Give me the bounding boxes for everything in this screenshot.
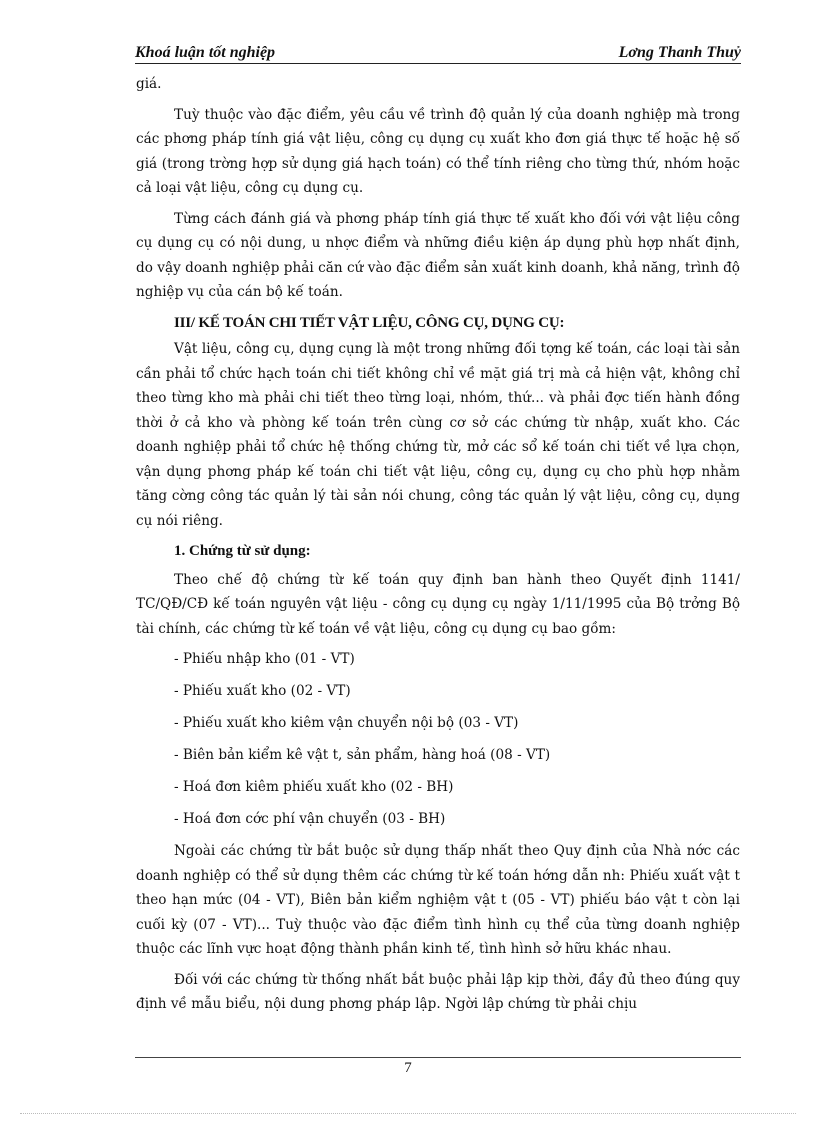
subsection-heading: 1. Chứng từ sử dụng: (174, 543, 311, 559)
page-number: 7 (404, 1060, 412, 1076)
paragraph: Từng cách đánh giá và phơng pháp tính giá thực tế xuất kho đối với vật liệu công cụ dụng cụ có nội dung, u nhợc điểm và những điều kiện áp dụng phù hợp nhất định, do vậy doanh nghiệp phải căn cứ vào đặc điểm sản xuất kinh doanh, khả năng, trình độ nghiệp vụ của cán bộ kế toán. (136, 210, 740, 300)
header-title: Khoá luận tốt nghiệp (135, 44, 276, 61)
header-author: Lơng Thanh Thuỷ (618, 44, 741, 61)
list-item: - Biên bản kiểm kê vật t, sản phẩm, hàng hoá (08 - VT) (174, 747, 551, 763)
page-header (135, 44, 741, 64)
paragraph: Tuỳ thuộc vào đặc điểm, yêu cầu về trình độ quản lý của doanh nghiệp mà trong các phơng pháp tính giá vật liệu, công cụ dụng cụ xuất kho đơn giá thực tế hoặc hệ số giá (trong trờng hợp sử dụng giá hạch toán) có thể tính riêng cho từng thứ, nhóm hoặc cả loại vật liệu, công cụ dụng cụ. (136, 106, 740, 196)
paragraph: Vật liệu, công cụ, dụng cụng là một trong những đối tợng kế toán, các loại tài sản cần phải tổ chức hạch toán chi tiết không chỉ về mặt giá trị mà cả hiện vật, không chỉ theo từng kho mà phải chi tiết theo từng loại, nhóm, thứ... và phải đợc tiến hành đồng thời ở cả kho và phòng kế toán trên cùng cơ sở các chứng từ nhập, xuất kho. Các doanh nghiệp phải tổ chức hệ thống chứng từ, mở các sổ kế toán chi tiết về lựa chọn, vận dụng phơng pháp kế toán chi tiết vật liệu, công cụ, dụng cụ cho phù hợp nhằm tăng cờng công tác quản lý tài sản nói chung, công tác quản lý vật liệu, công cụ, dụng cụ nói riêng. (136, 341, 740, 529)
paragraph: Theo chế độ chứng từ kế toán quy định ban hành theo Quyết định 1141/ TC/QĐ/CĐ kế toán nguyên vật liệu - công cụ dụng cụ ngày 1/11/1995 của Bộ trởng Bộ tài chính, các chứng từ kế toán về vật liệu, công cụ dụng cụ bao gồm: (136, 571, 740, 637)
list-item: - Phiếu nhập kho (01 - VT) (174, 651, 355, 667)
page-bottom-dotted-line (20, 1113, 796, 1114)
paragraph-continuation: giá. (136, 76, 162, 92)
paragraph: Đối với các chứng từ thống nhất bắt buộc phải lập kịp thời, đầy đủ theo đúng quy định về mẫu biểu, nội dung phơng pháp lập. Ngời lập chứng từ phải chịu (136, 971, 740, 1012)
list-item: - Phiếu xuất kho kiêm vận chuyển nội bộ (03 - VT) (174, 715, 519, 731)
section-heading: III/ KẾ TOÁN CHI TIẾT VẬT LIỆU, CÔNG CỤ, DỤNG CỤ: (174, 314, 565, 331)
document-body (136, 72, 740, 1023)
list-item: - Phiếu xuất kho (02 - VT) (174, 683, 351, 699)
list-item: - Hoá đơn cớc phí vận chuyển (03 - BH) (174, 811, 446, 827)
paragraph: Ngoài các chứng từ bắt buộc sử dụng thấp nhất theo Quy định của Nhà nớc các doanh nghiệp có thể sử dụng thêm các chứng từ kế toán hớng dẫn nh: Phiếu xuất vật t theo hạn mức (04 - VT), Biên bản kiểm nghiệm vật t (05 - VT) phiếu báo vật t còn lại cuối kỳ (07 - VT)... Tuỳ thuộc vào đặc điểm tình hình cụ thể của từng doanh nghiệp thuộc các lĩnh vực hoạt động thành phần kinh tế, tình hình sở hữu khác nhau. (136, 843, 740, 957)
header-rule (135, 63, 741, 64)
list-item: - Hoá đơn kiêm phiếu xuất kho (02 - BH) (174, 779, 454, 795)
footer-rule (135, 1057, 741, 1058)
